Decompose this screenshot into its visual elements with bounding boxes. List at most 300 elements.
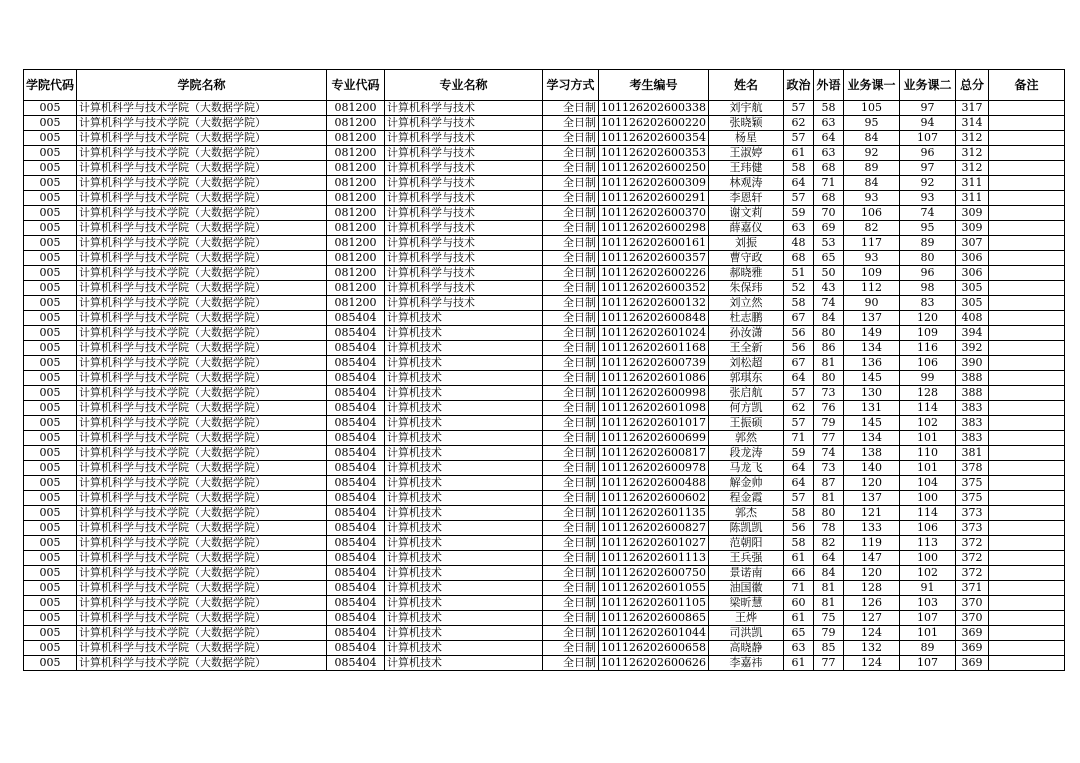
subject-one-score-cell: 127	[844, 611, 900, 626]
major-code-cell: 085404	[327, 341, 385, 356]
subject-one-score-cell: 134	[844, 431, 900, 446]
major-name-cell: 计算机技术	[385, 356, 543, 371]
college-code-cell: 005	[24, 641, 77, 656]
politics-score-cell: 68	[784, 251, 814, 266]
remarks-cell	[989, 251, 1065, 266]
college-code-cell: 005	[24, 311, 77, 326]
student-name-cell: 孙汝潇	[709, 326, 784, 341]
foreign-language-score-cell: 65	[814, 251, 844, 266]
college-name-cell: 计算机科学与技术学院（大数据学院）	[77, 536, 327, 551]
remarks-cell	[989, 401, 1065, 416]
major-name-cell: 计算机技术	[385, 611, 543, 626]
politics-score-cell: 67	[784, 311, 814, 326]
subject-two-score-cell: 98	[900, 281, 956, 296]
subject-two-score-cell: 80	[900, 251, 956, 266]
college-name-cell: 计算机科学与技术学院（大数据学院）	[77, 611, 327, 626]
major-name-cell: 计算机科学与技术	[385, 191, 543, 206]
total-score-cell: 373	[956, 506, 989, 521]
college-name-cell: 计算机科学与技术学院（大数据学院）	[77, 506, 327, 521]
college-code-cell: 005	[24, 566, 77, 581]
college-name-cell: 计算机科学与技术学院（大数据学院）	[77, 641, 327, 656]
remarks-cell	[989, 326, 1065, 341]
total-score-cell: 312	[956, 161, 989, 176]
col-politics-header: 政治	[784, 70, 814, 101]
study-mode-cell: 全日制	[543, 416, 599, 431]
subject-two-score-cell: 120	[900, 311, 956, 326]
total-score-cell: 306	[956, 251, 989, 266]
college-code-cell: 005	[24, 521, 77, 536]
major-code-cell: 081200	[327, 206, 385, 221]
total-score-cell: 394	[956, 326, 989, 341]
subject-two-score-cell: 103	[900, 596, 956, 611]
student-name-cell: 油国徽	[709, 581, 784, 596]
student-name-cell: 朱保玮	[709, 281, 784, 296]
total-score-cell: 383	[956, 401, 989, 416]
foreign-language-score-cell: 84	[814, 311, 844, 326]
foreign-language-score-cell: 81	[814, 596, 844, 611]
study-mode-cell: 全日制	[543, 266, 599, 281]
table-row	[24, 536, 1065, 551]
major-code-cell: 085404	[327, 641, 385, 656]
col-subject-two-header: 业务课二	[900, 70, 956, 101]
student-name-cell: 刘振	[709, 236, 784, 251]
student-name-cell: 刘立然	[709, 296, 784, 311]
remarks-cell	[989, 656, 1065, 671]
major-name-cell: 计算机技术	[385, 566, 543, 581]
remarks-cell	[989, 131, 1065, 146]
major-name-cell: 计算机技术	[385, 341, 543, 356]
student-name-cell: 刘松超	[709, 356, 784, 371]
total-score-cell: 369	[956, 641, 989, 656]
foreign-language-score-cell: 79	[814, 416, 844, 431]
major-name-cell: 计算机科学与技术	[385, 266, 543, 281]
subject-one-score-cell: 137	[844, 491, 900, 506]
major-code-cell: 085404	[327, 536, 385, 551]
major-code-cell: 085404	[327, 596, 385, 611]
politics-score-cell: 57	[784, 191, 814, 206]
foreign-language-score-cell: 77	[814, 431, 844, 446]
study-mode-cell: 全日制	[543, 131, 599, 146]
politics-score-cell: 56	[784, 326, 814, 341]
college-code-cell: 005	[24, 101, 77, 116]
subject-one-score-cell: 145	[844, 416, 900, 431]
remarks-cell	[989, 641, 1065, 656]
table-row	[24, 461, 1065, 476]
study-mode-cell: 全日制	[543, 101, 599, 116]
exam-id-cell: 101126202600298	[599, 221, 709, 236]
college-code-cell: 005	[24, 131, 77, 146]
exam-id-cell: 101126202601113	[599, 551, 709, 566]
politics-score-cell: 64	[784, 476, 814, 491]
politics-score-cell: 61	[784, 146, 814, 161]
exam-id-cell: 101126202601044	[599, 626, 709, 641]
table-row	[24, 311, 1065, 326]
remarks-cell	[989, 341, 1065, 356]
remarks-cell	[989, 386, 1065, 401]
study-mode-cell: 全日制	[543, 581, 599, 596]
college-code-cell: 005	[24, 176, 77, 191]
major-name-cell: 计算机科学与技术	[385, 221, 543, 236]
table-row	[24, 341, 1065, 356]
study-mode-cell: 全日制	[543, 251, 599, 266]
subject-one-score-cell: 132	[844, 641, 900, 656]
major-code-cell: 085404	[327, 476, 385, 491]
politics-score-cell: 58	[784, 296, 814, 311]
subject-one-score-cell: 130	[844, 386, 900, 401]
college-name-cell: 计算机科学与技术学院（大数据学院）	[77, 221, 327, 236]
study-mode-cell: 全日制	[543, 446, 599, 461]
foreign-language-score-cell: 73	[814, 461, 844, 476]
remarks-cell	[989, 491, 1065, 506]
subject-one-score-cell: 145	[844, 371, 900, 386]
college-name-cell: 计算机科学与技术学院（大数据学院）	[77, 266, 327, 281]
college-name-cell: 计算机科学与技术学院（大数据学院）	[77, 101, 327, 116]
remarks-cell	[989, 416, 1065, 431]
student-name-cell: 薛嘉仪	[709, 221, 784, 236]
college-code-cell: 005	[24, 461, 77, 476]
subject-two-score-cell: 101	[900, 626, 956, 641]
exam-id-cell: 101126202600338	[599, 101, 709, 116]
remarks-cell	[989, 176, 1065, 191]
foreign-language-score-cell: 80	[814, 506, 844, 521]
college-name-cell: 计算机科学与技术学院（大数据学院）	[77, 566, 327, 581]
subject-one-score-cell: 117	[844, 236, 900, 251]
study-mode-cell: 全日制	[543, 431, 599, 446]
foreign-language-score-cell: 69	[814, 221, 844, 236]
major-name-cell: 计算机科学与技术	[385, 251, 543, 266]
politics-score-cell: 60	[784, 596, 814, 611]
foreign-language-score-cell: 86	[814, 341, 844, 356]
exam-id-cell: 101126202600865	[599, 611, 709, 626]
politics-score-cell: 63	[784, 641, 814, 656]
college-code-cell: 005	[24, 281, 77, 296]
subject-two-score-cell: 106	[900, 356, 956, 371]
remarks-cell	[989, 116, 1065, 131]
study-mode-cell: 全日制	[543, 206, 599, 221]
remarks-cell	[989, 356, 1065, 371]
study-mode-cell: 全日制	[543, 596, 599, 611]
foreign-language-score-cell: 58	[814, 101, 844, 116]
total-score-cell: 312	[956, 146, 989, 161]
total-score-cell: 381	[956, 446, 989, 461]
student-name-cell: 张晓颖	[709, 116, 784, 131]
college-name-cell: 计算机科学与技术学院（大数据学院）	[77, 551, 327, 566]
study-mode-cell: 全日制	[543, 656, 599, 671]
remarks-cell	[989, 161, 1065, 176]
foreign-language-score-cell: 74	[814, 296, 844, 311]
politics-score-cell: 61	[784, 611, 814, 626]
total-score-cell: 390	[956, 356, 989, 371]
exam-id-cell: 101126202600848	[599, 311, 709, 326]
politics-score-cell: 64	[784, 176, 814, 191]
politics-score-cell: 66	[784, 566, 814, 581]
college-code-cell: 005	[24, 596, 77, 611]
foreign-language-score-cell: 85	[814, 641, 844, 656]
col-total-header: 总分	[956, 70, 989, 101]
table-row	[24, 191, 1065, 206]
major-name-cell: 计算机技术	[385, 536, 543, 551]
student-name-cell: 陈凯凯	[709, 521, 784, 536]
major-code-cell: 085404	[327, 431, 385, 446]
total-score-cell: 375	[956, 476, 989, 491]
politics-score-cell: 71	[784, 431, 814, 446]
foreign-language-score-cell: 87	[814, 476, 844, 491]
student-name-cell: 张启航	[709, 386, 784, 401]
major-code-cell: 085404	[327, 551, 385, 566]
major-name-cell: 计算机科学与技术	[385, 131, 543, 146]
student-name-cell: 程金霞	[709, 491, 784, 506]
foreign-language-score-cell: 75	[814, 611, 844, 626]
major-code-cell: 081200	[327, 251, 385, 266]
student-name-cell: 王烨	[709, 611, 784, 626]
table-row	[24, 566, 1065, 581]
table-row	[24, 641, 1065, 656]
major-code-cell: 081200	[327, 161, 385, 176]
foreign-language-score-cell: 71	[814, 176, 844, 191]
college-code-cell: 005	[24, 221, 77, 236]
college-code-cell: 005	[24, 356, 77, 371]
major-name-cell: 计算机技术	[385, 476, 543, 491]
major-code-cell: 081200	[327, 266, 385, 281]
exam-id-cell: 101126202600978	[599, 461, 709, 476]
college-code-cell: 005	[24, 371, 77, 386]
student-name-cell: 杨星	[709, 131, 784, 146]
major-name-cell: 计算机科学与技术	[385, 236, 543, 251]
foreign-language-score-cell: 82	[814, 536, 844, 551]
student-name-cell: 郝晓雅	[709, 266, 784, 281]
college-name-cell: 计算机科学与技术学院（大数据学院）	[77, 356, 327, 371]
major-name-cell: 计算机技术	[385, 551, 543, 566]
table-row	[24, 146, 1065, 161]
major-code-cell: 085404	[327, 446, 385, 461]
subject-two-score-cell: 93	[900, 191, 956, 206]
foreign-language-score-cell: 81	[814, 491, 844, 506]
subject-two-score-cell: 110	[900, 446, 956, 461]
total-score-cell: 372	[956, 536, 989, 551]
foreign-language-score-cell: 80	[814, 326, 844, 341]
study-mode-cell: 全日制	[543, 356, 599, 371]
major-code-cell: 081200	[327, 281, 385, 296]
table-row	[24, 431, 1065, 446]
major-code-cell: 085404	[327, 386, 385, 401]
major-code-cell: 081200	[327, 236, 385, 251]
remarks-cell	[989, 281, 1065, 296]
remarks-cell	[989, 521, 1065, 536]
student-name-cell: 郭杰	[709, 506, 784, 521]
foreign-language-score-cell: 63	[814, 146, 844, 161]
college-code-cell: 005	[24, 326, 77, 341]
table-row	[24, 491, 1065, 506]
exam-id-cell: 101126202600352	[599, 281, 709, 296]
table-row	[24, 416, 1065, 431]
total-score-cell: 373	[956, 521, 989, 536]
college-code-cell: 005	[24, 536, 77, 551]
subject-two-score-cell: 96	[900, 146, 956, 161]
subject-one-score-cell: 133	[844, 521, 900, 536]
remarks-cell	[989, 101, 1065, 116]
exam-id-cell: 101126202601105	[599, 596, 709, 611]
subject-two-score-cell: 74	[900, 206, 956, 221]
major-name-cell: 计算机技术	[385, 491, 543, 506]
major-name-cell: 计算机技术	[385, 416, 543, 431]
exam-id-cell: 101126202600357	[599, 251, 709, 266]
subject-one-score-cell: 140	[844, 461, 900, 476]
student-name-cell: 王玮健	[709, 161, 784, 176]
major-code-cell: 085404	[327, 626, 385, 641]
foreign-language-score-cell: 81	[814, 356, 844, 371]
foreign-language-score-cell: 53	[814, 236, 844, 251]
exam-id-cell: 101126202601055	[599, 581, 709, 596]
politics-score-cell: 51	[784, 266, 814, 281]
admission-score-table	[23, 69, 1065, 671]
major-name-cell: 计算机科学与技术	[385, 146, 543, 161]
student-name-cell: 王淑婷	[709, 146, 784, 161]
subject-two-score-cell: 95	[900, 221, 956, 236]
college-name-cell: 计算机科学与技术学院（大数据学院）	[77, 596, 327, 611]
subject-one-score-cell: 128	[844, 581, 900, 596]
major-name-cell: 计算机技术	[385, 446, 543, 461]
college-name-cell: 计算机科学与技术学院（大数据学院）	[77, 371, 327, 386]
college-name-cell: 计算机科学与技术学院（大数据学院）	[77, 521, 327, 536]
subject-one-score-cell: 136	[844, 356, 900, 371]
college-name-cell: 计算机科学与技术学院（大数据学院）	[77, 251, 327, 266]
major-code-cell: 085404	[327, 371, 385, 386]
college-name-cell: 计算机科学与技术学院（大数据学院）	[77, 626, 327, 641]
student-name-cell: 何方凯	[709, 401, 784, 416]
total-score-cell: 375	[956, 491, 989, 506]
col-exam-id-header: 考生编号	[599, 70, 709, 101]
table-row	[24, 476, 1065, 491]
subject-one-score-cell: 112	[844, 281, 900, 296]
remarks-cell	[989, 371, 1065, 386]
subject-two-score-cell: 114	[900, 506, 956, 521]
college-code-cell: 005	[24, 611, 77, 626]
college-code-cell: 005	[24, 491, 77, 506]
subject-one-score-cell: 84	[844, 176, 900, 191]
subject-two-score-cell: 101	[900, 461, 956, 476]
college-code-cell: 005	[24, 626, 77, 641]
politics-score-cell: 57	[784, 386, 814, 401]
college-name-cell: 计算机科学与技术学院（大数据学院）	[77, 236, 327, 251]
subject-two-score-cell: 102	[900, 566, 956, 581]
foreign-language-score-cell: 78	[814, 521, 844, 536]
study-mode-cell: 全日制	[543, 506, 599, 521]
col-foreign-language-header: 外语	[814, 70, 844, 101]
student-name-cell: 郭然	[709, 431, 784, 446]
exam-id-cell: 101126202601086	[599, 371, 709, 386]
college-code-cell: 005	[24, 206, 77, 221]
total-score-cell: 378	[956, 461, 989, 476]
college-code-cell: 005	[24, 416, 77, 431]
study-mode-cell: 全日制	[543, 176, 599, 191]
study-mode-cell: 全日制	[543, 491, 599, 506]
college-name-cell: 计算机科学与技术学院（大数据学院）	[77, 656, 327, 671]
subject-one-score-cell: 93	[844, 251, 900, 266]
major-code-cell: 085404	[327, 656, 385, 671]
college-name-cell: 计算机科学与技术学院（大数据学院）	[77, 161, 327, 176]
table-row	[24, 296, 1065, 311]
subject-one-score-cell: 119	[844, 536, 900, 551]
foreign-language-score-cell: 74	[814, 446, 844, 461]
table-row	[24, 656, 1065, 671]
table-row	[24, 356, 1065, 371]
subject-two-score-cell: 107	[900, 131, 956, 146]
subject-one-score-cell: 120	[844, 476, 900, 491]
exam-id-cell: 101126202601017	[599, 416, 709, 431]
college-name-cell: 计算机科学与技术学院（大数据学院）	[77, 311, 327, 326]
total-score-cell: 372	[956, 566, 989, 581]
politics-score-cell: 64	[784, 371, 814, 386]
total-score-cell: 369	[956, 626, 989, 641]
exam-id-cell: 101126202600226	[599, 266, 709, 281]
total-score-cell: 388	[956, 371, 989, 386]
table-row	[24, 596, 1065, 611]
subject-two-score-cell: 101	[900, 431, 956, 446]
subject-one-score-cell: 138	[844, 446, 900, 461]
major-name-cell: 计算机科学与技术	[385, 161, 543, 176]
college-code-cell: 005	[24, 146, 77, 161]
total-score-cell: 383	[956, 431, 989, 446]
college-code-cell: 005	[24, 161, 77, 176]
table-row	[24, 386, 1065, 401]
student-name-cell: 高晓静	[709, 641, 784, 656]
total-score-cell: 307	[956, 236, 989, 251]
remarks-cell	[989, 221, 1065, 236]
foreign-language-score-cell: 70	[814, 206, 844, 221]
exam-id-cell: 101126202600161	[599, 236, 709, 251]
exam-id-cell: 101126202600739	[599, 356, 709, 371]
subject-one-score-cell: 95	[844, 116, 900, 131]
subject-one-score-cell: 106	[844, 206, 900, 221]
subject-one-score-cell: 90	[844, 296, 900, 311]
subject-one-score-cell: 82	[844, 221, 900, 236]
major-code-cell: 085404	[327, 491, 385, 506]
college-name-cell: 计算机科学与技术学院（大数据学院）	[77, 341, 327, 356]
col-major-code-header: 专业代码	[327, 70, 385, 101]
major-code-cell: 081200	[327, 191, 385, 206]
total-score-cell: 388	[956, 386, 989, 401]
exam-id-cell: 101126202601168	[599, 341, 709, 356]
major-code-cell: 085404	[327, 356, 385, 371]
subject-two-score-cell: 94	[900, 116, 956, 131]
col-major-name-header: 专业名称	[385, 70, 543, 101]
table-row	[24, 266, 1065, 281]
table-row	[24, 281, 1065, 296]
politics-score-cell: 64	[784, 461, 814, 476]
foreign-language-score-cell: 79	[814, 626, 844, 641]
remarks-cell	[989, 446, 1065, 461]
subject-two-score-cell: 102	[900, 416, 956, 431]
college-code-cell: 005	[24, 251, 77, 266]
politics-score-cell: 59	[784, 206, 814, 221]
politics-score-cell: 65	[784, 626, 814, 641]
politics-score-cell: 58	[784, 536, 814, 551]
major-code-cell: 085404	[327, 566, 385, 581]
table-row	[24, 176, 1065, 191]
total-score-cell: 311	[956, 191, 989, 206]
exam-id-cell: 101126202600827	[599, 521, 709, 536]
subject-two-score-cell: 89	[900, 641, 956, 656]
subject-one-score-cell: 84	[844, 131, 900, 146]
politics-score-cell: 52	[784, 281, 814, 296]
student-name-cell: 李恩轩	[709, 191, 784, 206]
subject-one-score-cell: 121	[844, 506, 900, 521]
study-mode-cell: 全日制	[543, 461, 599, 476]
table-row	[24, 161, 1065, 176]
table-row	[24, 506, 1065, 521]
exam-id-cell: 101126202600602	[599, 491, 709, 506]
remarks-cell	[989, 566, 1065, 581]
